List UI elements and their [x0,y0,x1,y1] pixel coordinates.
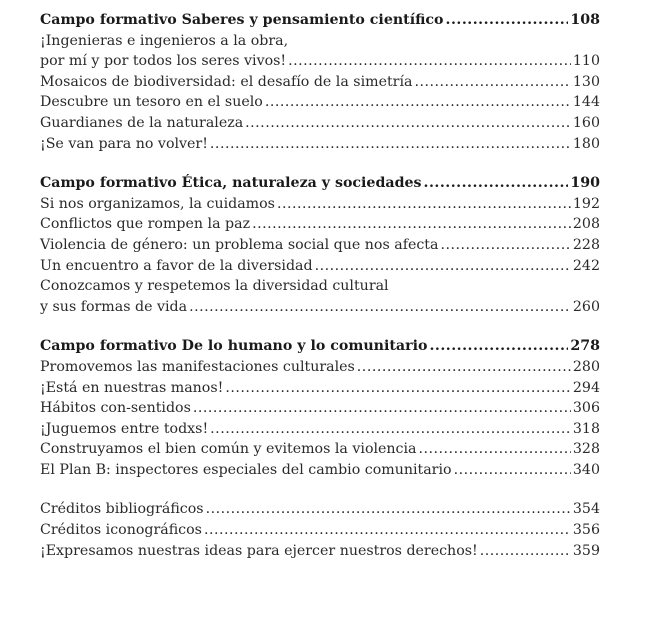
toc-entry[interactable] [40,520,600,541]
toc-entry[interactable] [40,194,600,215]
toc-entry[interactable] [40,378,600,399]
leader-dots [414,72,570,93]
toc-entry-page: 110 [572,53,600,70]
section-heading[interactable] [40,10,600,31]
section-heading-page: 190 [570,175,600,192]
toc-entry-title: Promovemos las manifestaciones culturales [40,358,355,375]
toc-entry-title: por mí y por todos los seres vivos! [40,53,287,70]
leader-dots [424,173,569,194]
toc-entry-page: 180 [572,135,600,152]
toc-entry-title: Si nos organizamos, la cuidamos [40,195,275,212]
toc-entry-page: 318 [572,420,600,437]
toc-entry-page: 192 [572,195,600,212]
leader-dots [189,297,571,318]
leader-dots [210,419,571,440]
leader-dots [265,92,571,113]
toc-entry-title: ¡Juguemos entre todxs! [40,420,209,437]
toc-entry-title: Violencia de género: un problema social que nos afecta [40,236,439,253]
toc-entry-page: 160 [572,114,600,131]
toc-entry-page: 242 [572,257,600,274]
leader-dots [288,51,571,72]
leader-dots [454,460,571,481]
leader-dots [252,214,571,235]
toc-entry-page: 130 [572,73,600,90]
toc-entry-title: El Plan B: inspectores especiales del cambio comunitario [40,461,452,478]
toc-entry-page: 260 [572,298,600,315]
toc-entry[interactable] [40,439,600,460]
toc-entry[interactable] [40,398,600,419]
section-heading-page: 278 [570,338,600,355]
section-heading-title: Campo formativo De lo humano y lo comunitario [40,338,428,355]
toc-entry-page: 359 [572,542,600,559]
leader-dots [446,10,569,31]
toc-entry[interactable] [40,51,600,72]
toc-entry-title: y sus formas de vida [40,298,188,315]
toc-entry-title: Mosaicos de biodiversidad: el desafío de la simetría [40,73,413,90]
toc-entry-page: 306 [572,400,600,417]
toc-entry-title: Construyamos el bien común y evitemos la violencia [40,441,417,458]
section-heading[interactable] [40,173,600,194]
toc-entry[interactable] [40,256,600,277]
toc-entry-page: 208 [572,216,600,233]
leader-dots [357,357,571,378]
toc-entry[interactable] [40,214,600,235]
toc-entry[interactable] [40,541,600,562]
leader-dots [419,439,571,460]
toc-entry-title: Un encuentro a favor de la diversidad [40,257,313,274]
section-heading-page: 108 [570,12,600,28]
toc-entry[interactable] [40,499,600,520]
toc-entry-title: Hábitos con-sentidos [40,400,191,417]
leader-dots [210,134,571,155]
toc-entry[interactable] [40,419,600,440]
toc-entry-page: 354 [572,501,600,518]
toc-entry[interactable] [40,134,600,155]
toc-entry-title: Créditos bibliográficos [40,501,204,518]
toc-entry-page: 356 [572,522,600,539]
toc-entry[interactable] [40,92,600,113]
toc-entry[interactable] [40,460,600,481]
toc-section [40,173,600,317]
toc-entry-title: ¡Expresamos nuestras ideas para ejercer nuestros derechos! [40,542,478,559]
toc-entry[interactable] [40,72,600,93]
toc-section [40,10,600,154]
toc-entry-page: 340 [572,461,600,478]
toc-entry-page: 328 [572,441,600,458]
leader-dots [440,235,570,256]
toc-entry-title: Descubre un tesoro en el suelo [40,94,263,111]
leader-dots [225,378,571,399]
toc-entry-title: Guardianes de la naturaleza [40,114,244,131]
leader-dots [245,113,571,134]
section-heading[interactable] [40,336,600,357]
toc-entry-title: Créditos iconográficos [40,522,202,539]
toc-entry-page: 294 [572,379,600,396]
leader-dots [193,398,571,419]
toc-entry-line1[interactable]: ¡Ingenieras e ingenieros a la obra, [40,32,289,49]
table-of-contents [40,10,600,561]
toc-entry-page: 144 [572,94,600,111]
leader-dots [480,541,571,562]
toc-entry-title: ¡Se van para no volver! [40,135,208,152]
toc-entry[interactable] [40,113,600,134]
leader-dots [206,499,571,520]
toc-entry[interactable] [40,357,600,378]
toc-entry[interactable] [40,297,600,318]
toc-entry-page: 228 [572,236,600,253]
leader-dots [277,194,571,215]
toc-section [40,336,600,480]
toc-entry[interactable] [40,235,600,256]
section-heading-title: Campo formativo Ética, naturaleza y sociedades [40,175,422,192]
leader-dots [315,256,571,277]
toc-section [40,499,600,561]
leader-dots [429,336,568,357]
leader-dots [204,520,571,541]
toc-entry-page: 280 [572,358,600,375]
toc-entry-title: Conflictos que rompen la paz [40,216,251,233]
toc-entry-line1[interactable]: Conozcamos y respetemos la diversidad cultural [40,278,389,295]
section-heading-title: Campo formativo Saberes y pensamiento científico [40,12,444,28]
toc-entry-title: ¡Está en nuestras manos! [40,379,224,396]
